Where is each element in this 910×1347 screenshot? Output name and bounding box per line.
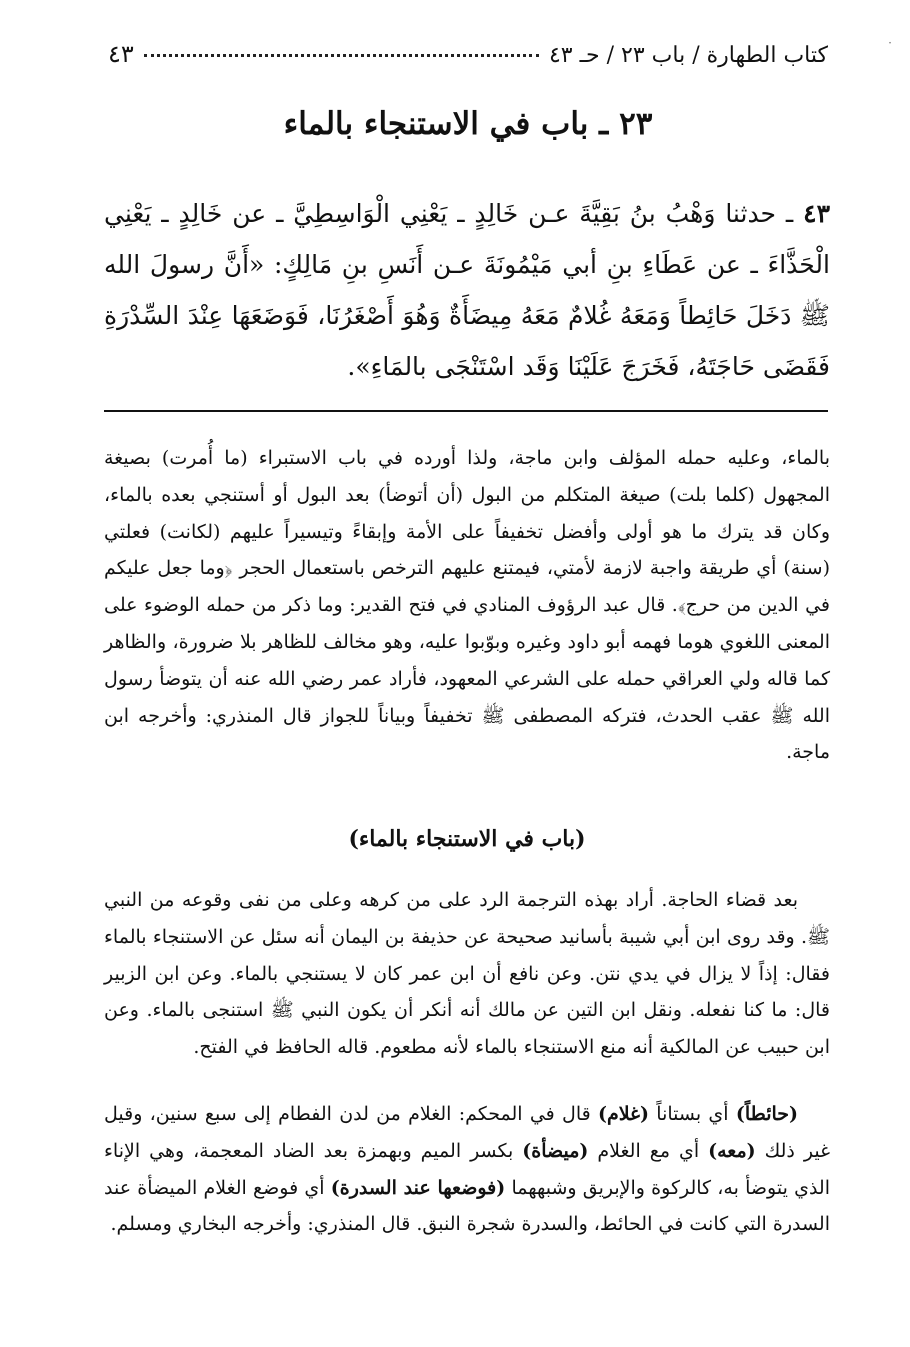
- running-title: كتاب الطهارة / باب ٢٣ / حـ ٤٣: [548, 43, 828, 68]
- commentary-paragraph-1: بالماء، وعليه حمله المؤلف وابن ماجة، ولذا أورده في باب الاستبراء (ما أُمرت) بصيغة المجهول (كلما بلت) صيغة المتكلم من البول (أن أتوضأ) بعد البول أو أستنجي بعده بالماء، وكان قد يترك ما هو أولى وأفضل تخفيفاً على الأمة وإبقاءً وتيسيراً عليهم (لكانت) فعلتي (سنة) أي طريقة واجبة لازمة لأمتي، فيمتنع عليهم الترخص باستعمال الحجر ﴿وما جعل عليكم في الدين من حرج﴾. قال عبد الرؤوف المنادي في فتح القدير: وما ذكر من حمله الوضوء على المعنى اللغوي هوما فهمه أبو داود وغيره وبوّبوا عليه، وهو مخالف للظاهر بلا ضرورة، والظاهر كما قاله ولي العراقي حمله على الشرعي المعهود، فأراد عمر رضي الله عنه أن يتوضأ رسول الله ﷺ عقب الحدث، فتركه المصطفى ﷺ تخفيفاً وبياناً للجواز قال المنذري: وأخرجه ابن ماجة.: [104, 447, 830, 764]
- gloss-text: قال في المحكم: الغلام من لدن الفطام إلى سبع سنين، وقيل غير ذلك: [104, 1103, 831, 1162]
- chapter-title: ٢٣ ـ باب في الاستنجاء بالماء: [283, 106, 653, 142]
- hadith-number: ٤٣: [803, 199, 831, 228]
- gloss-text: أي فوضع الغلام الميضأة عند السدرة التي كانت في الحائط، والسدرة شجرة النبق. قال المنذري: وأخرجه البخاري ومسلم.: [104, 1176, 830, 1236]
- running-header: [108, 40, 828, 80]
- hadith-text: [104, 188, 830, 392]
- commentary-paragraph-3: [104, 1096, 830, 1243]
- page-number: ٤٣: [108, 40, 134, 68]
- gloss-text: أي مع الغلام: [597, 1139, 700, 1162]
- gloss-text: بكسر الميم وبهمزة بعد الضاد المعجمة، وهي الإناء الذي يتوضأ به، كالركوة والإبريق وشبههما: [104, 1139, 831, 1199]
- gloss-word: (ميضأة): [522, 1139, 589, 1162]
- gloss-word: (غلام): [597, 1103, 649, 1125]
- scan-mark-icon: ·: [888, 36, 892, 50]
- commentary-paragraph-2: بعد قضاء الحاجة. أراد بهذه الترجمة الرد على من كرهه وعلى من نفى وقوعه من النبي ﷺ. وقد روى ابن أبي شيبة بأسانيد صحيحة عن حذيفة بن اليمان أنه سئل عن الاستنجاء بالماء فقال: إذاً لا يزال في يدي نتن. وعن نافع أن ابن عمر كان لا يستنجي بالماء. وعن ابن الزبير قال: ما كنا نفعله. ونقل ابن التين عن مالك أنه أنكر أن يكون النبي ﷺ استنجى بالماء. وعن ابن حبيب عن المالكية أنه منع الاستنجاء بالماء لأنه مطعوم. قاله الحافظ في الفتح.: [104, 889, 830, 1059]
- sub-heading: (باب في الاستنجاء بالماء): [348, 826, 586, 852]
- gloss-word: (معه): [708, 1139, 756, 1162]
- gloss-word: (حائطاً): [735, 1103, 799, 1125]
- gloss-text: أي بستاناً: [656, 1103, 729, 1125]
- gloss-word: (فوضعها عند السدرة): [330, 1176, 506, 1199]
- hadith-body: ـ حدثنا وَهْبُ بنُ بَقِيَّةَ عـن خَالِدٍ ـ يَعْنِي الْوَاسِطِيَّ ـ عن خَالِدٍ ـ يَعْنِي الْحَذَّاءَ ـ عن عَطَاءِ بنِ أبي مَيْمُونَةَ عـن أَنَسِ بنِ مَالِكٍ: «أَنَّ رسولَ الله ﷺ دَخَلَ حَائِطاً وَمَعَهُ غُلامٌ مَعَهُ مِيضَأَةٌ وَهُوَ أَصْغَرُنَا، فَوَضَعَهَا عِنْدَ السِّدْرَةِ فَقَضَى حَاجَتَهُ، فَخَرَجَ عَلَيْنَا وَقَد اسْتَنْجَى بالمَاءِ».: [104, 199, 830, 381]
- footnote-divider: [104, 410, 828, 412]
- header-leader-dots: [144, 54, 539, 57]
